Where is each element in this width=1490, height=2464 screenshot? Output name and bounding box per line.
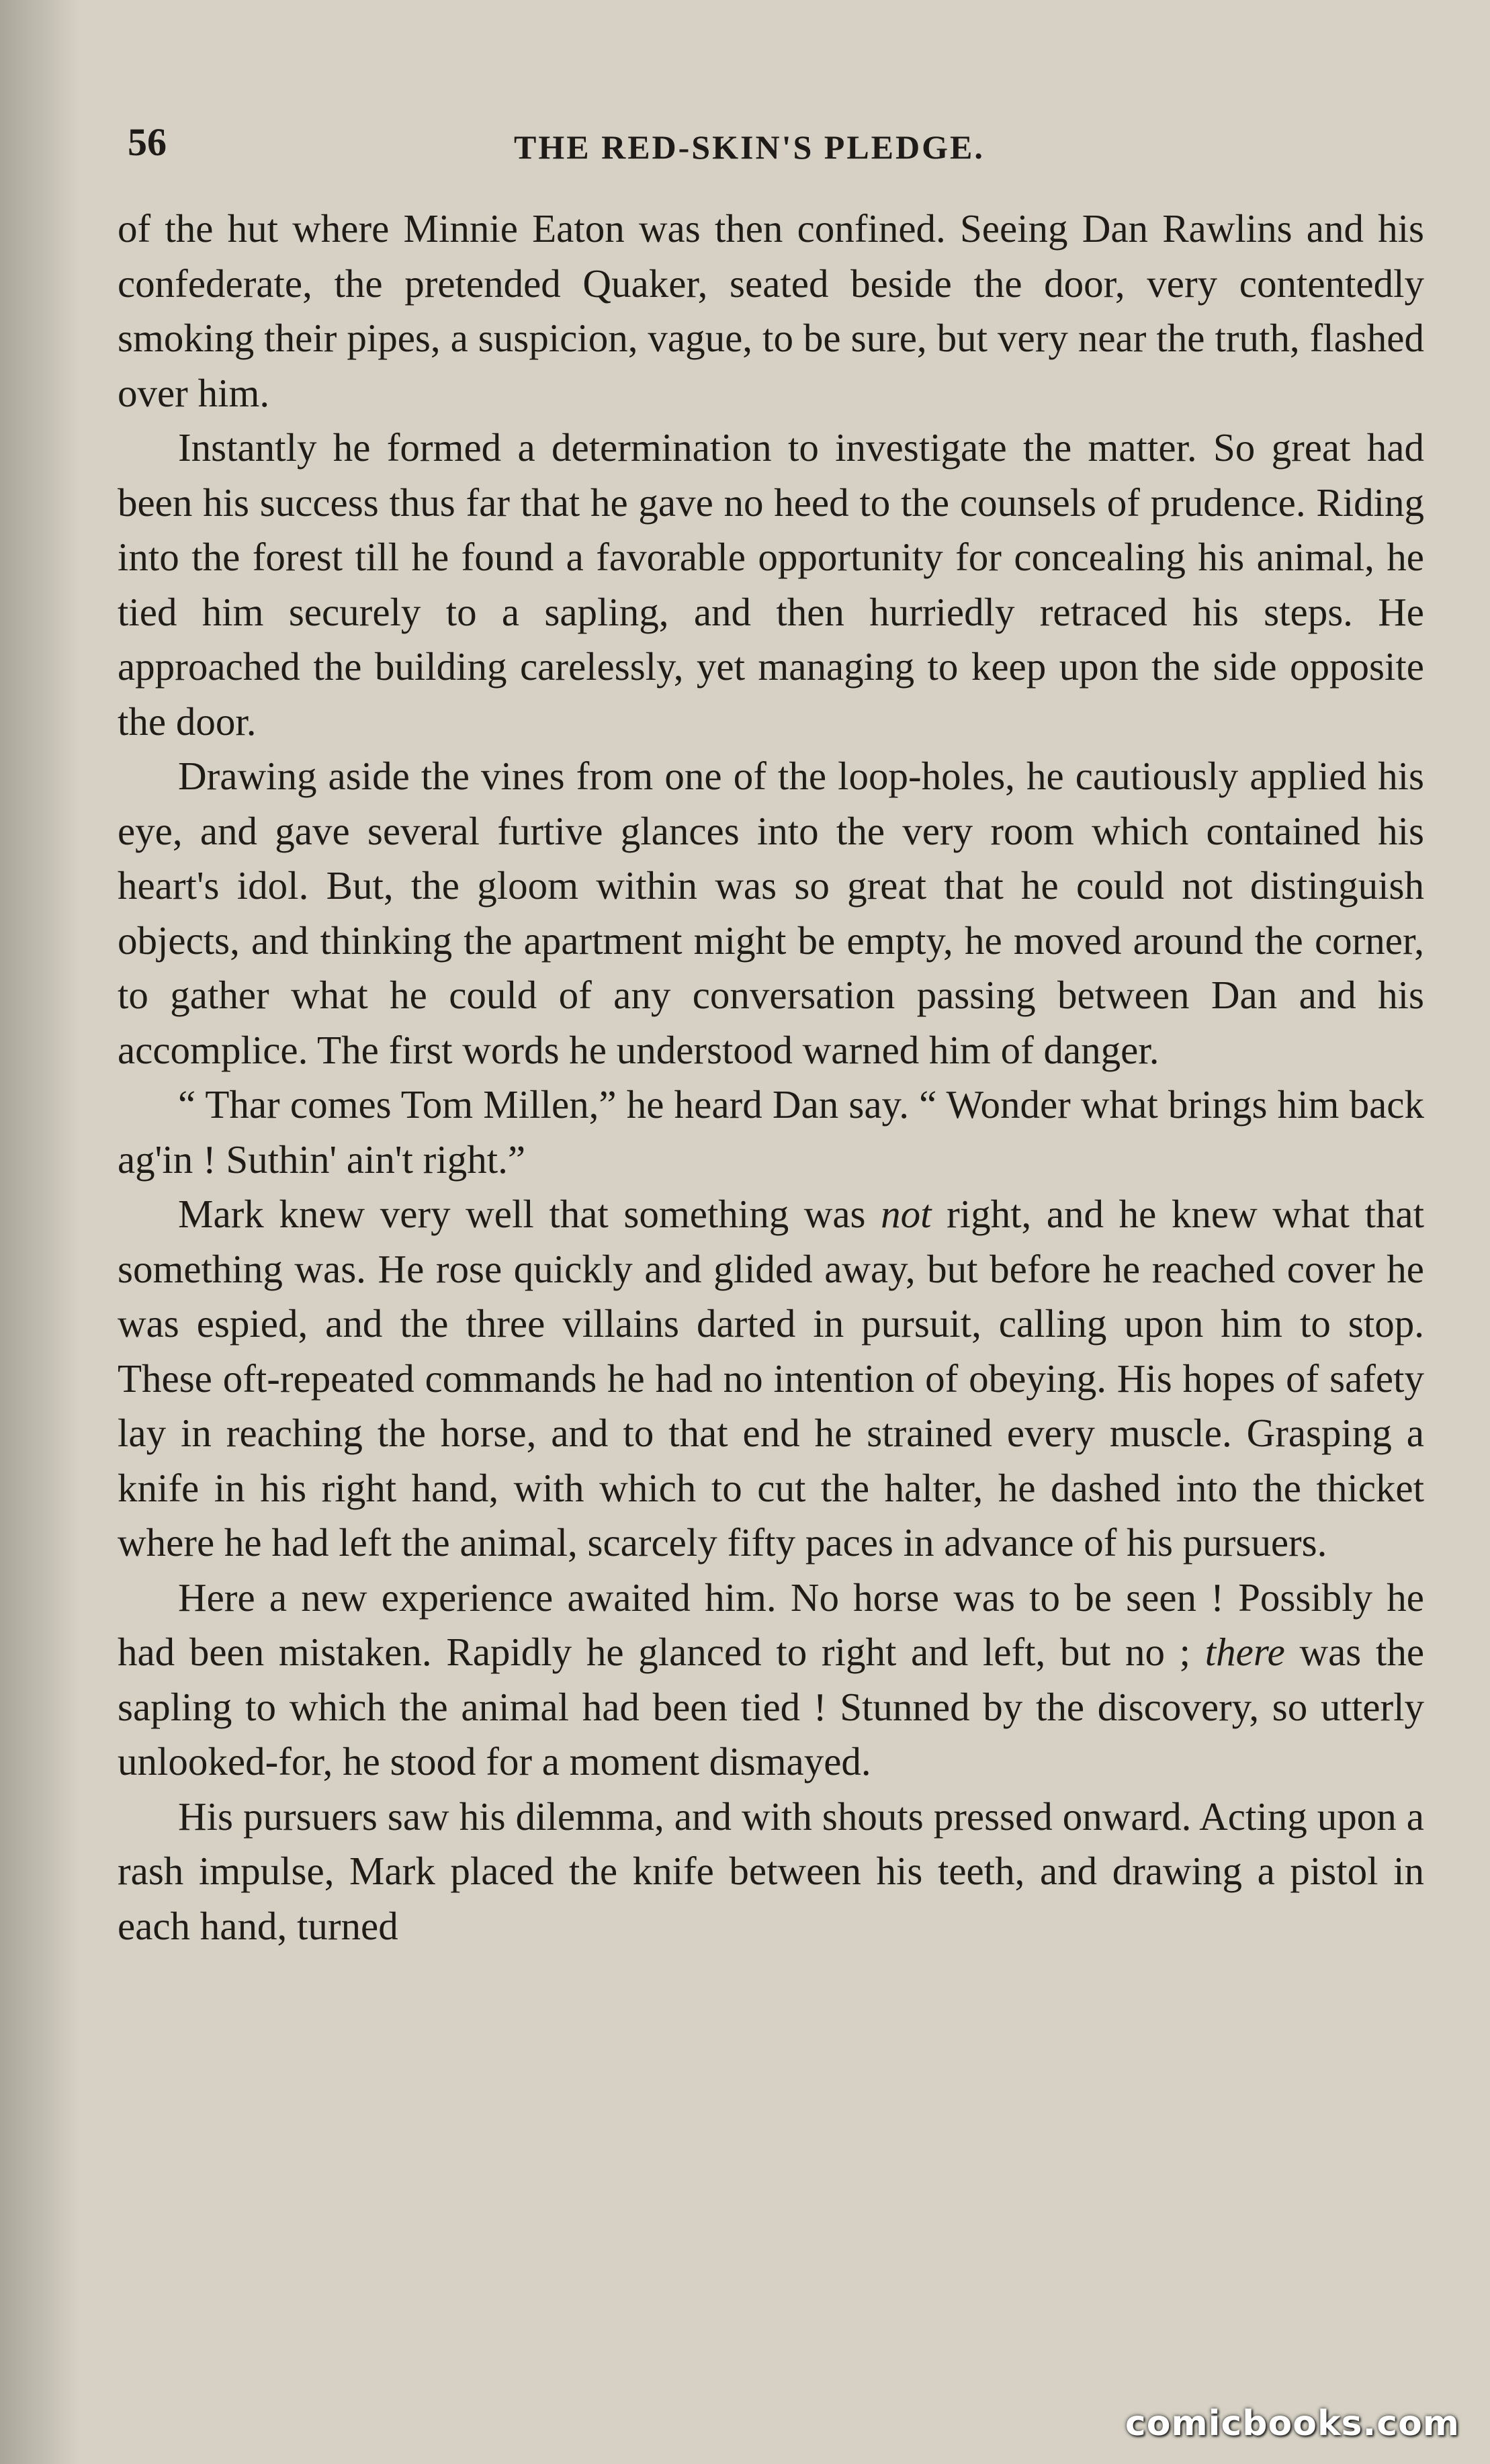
body-text <box>118 202 1424 1953</box>
paragraph-6-after: was the sapling to which the animal had been tied ! Stunned by the discovery, so utterly unlooked-for, he stood for a moment dismayed. <box>118 1630 1425 1784</box>
paragraph-2: Instantly he formed a determination to investigate the matter. So great had been his success thus far that he gave no heed to the counsels of prudence. Riding into the forest till he found a favorable opportunity for concealing his animal, he tied him securely to a sapling, and then hurriedly retraced his steps. He approached the building carelessly, yet managing to keep upon the side opposite the door. <box>118 425 1424 744</box>
paragraph-3: Drawing aside the vines from one of the loop-holes, he cautiously applied his eye, and gave several furtive glances into the very room which contained his heart's idol. But, the gloom within was so great that he could not distinguish objects, and thinking the apartment might be empty, he moved around the corner, to gather what he could of any conversation passing between Dan and his accomplice. The first words he understood warned him of danger. <box>118 754 1424 1072</box>
paragraph-4: “ Thar comes Tom Millen,” he heard Dan say. “ Wonder what brings him back ag'in ! Suthin' ain't right.” <box>118 1082 1424 1182</box>
spine-shadow <box>0 0 81 2464</box>
paragraph-5 <box>118 1187 1424 1571</box>
watermark: comicbooks.com <box>1125 2404 1460 2444</box>
paragraph-1: of the hut where Minnie Eaton was then confined. Seeing Dan Rawlins and his confederate, the pretended Quaker, seated beside the door, very contentedly smoking their pipes, a suspicion, vague, to be sure, but very near the truth, flashed over him. <box>118 206 1424 415</box>
page-number: 56 <box>128 120 167 164</box>
paragraph-6-before: Here a new experience awaited him. No horse was to be seen ! Possibly he had been mistaken. Rapidly he glanced to right and left, but no ; <box>118 1575 1424 1674</box>
paragraph-6-emphasis: there <box>1204 1630 1285 1674</box>
page-header <box>118 113 1424 180</box>
paragraph-5-after: right, and he knew what that something was. He rose quickly and glided away, but before he reached cover he was espied, and the three villains darted in pursuit, calling upon him to stop. These oft-repeated commands he had no intention of obeying. His hopes of safety lay in reaching the horse, and to that end he strained every muscle. Grasping a knife in his right hand, with which to cut the halter, he dashed into the thicket where he had left the animal, scarcely fifty paces in advance of his pursuers. <box>118 1192 1424 1565</box>
paragraph-5-emphasis: not <box>881 1192 932 1236</box>
running-head: THE RED-SKIN'S PLEDGE. <box>514 128 985 166</box>
paragraph-6 <box>118 1571 1424 1790</box>
paragraph-7: His pursuers saw his dilemma, and with shouts pressed onward. Acting upon a rash impulse, Mark placed the knife between his teeth, and drawing a pistol in each hand, turned <box>118 1794 1424 1948</box>
paragraph-5-before: Mark knew very well that something was <box>178 1192 881 1236</box>
